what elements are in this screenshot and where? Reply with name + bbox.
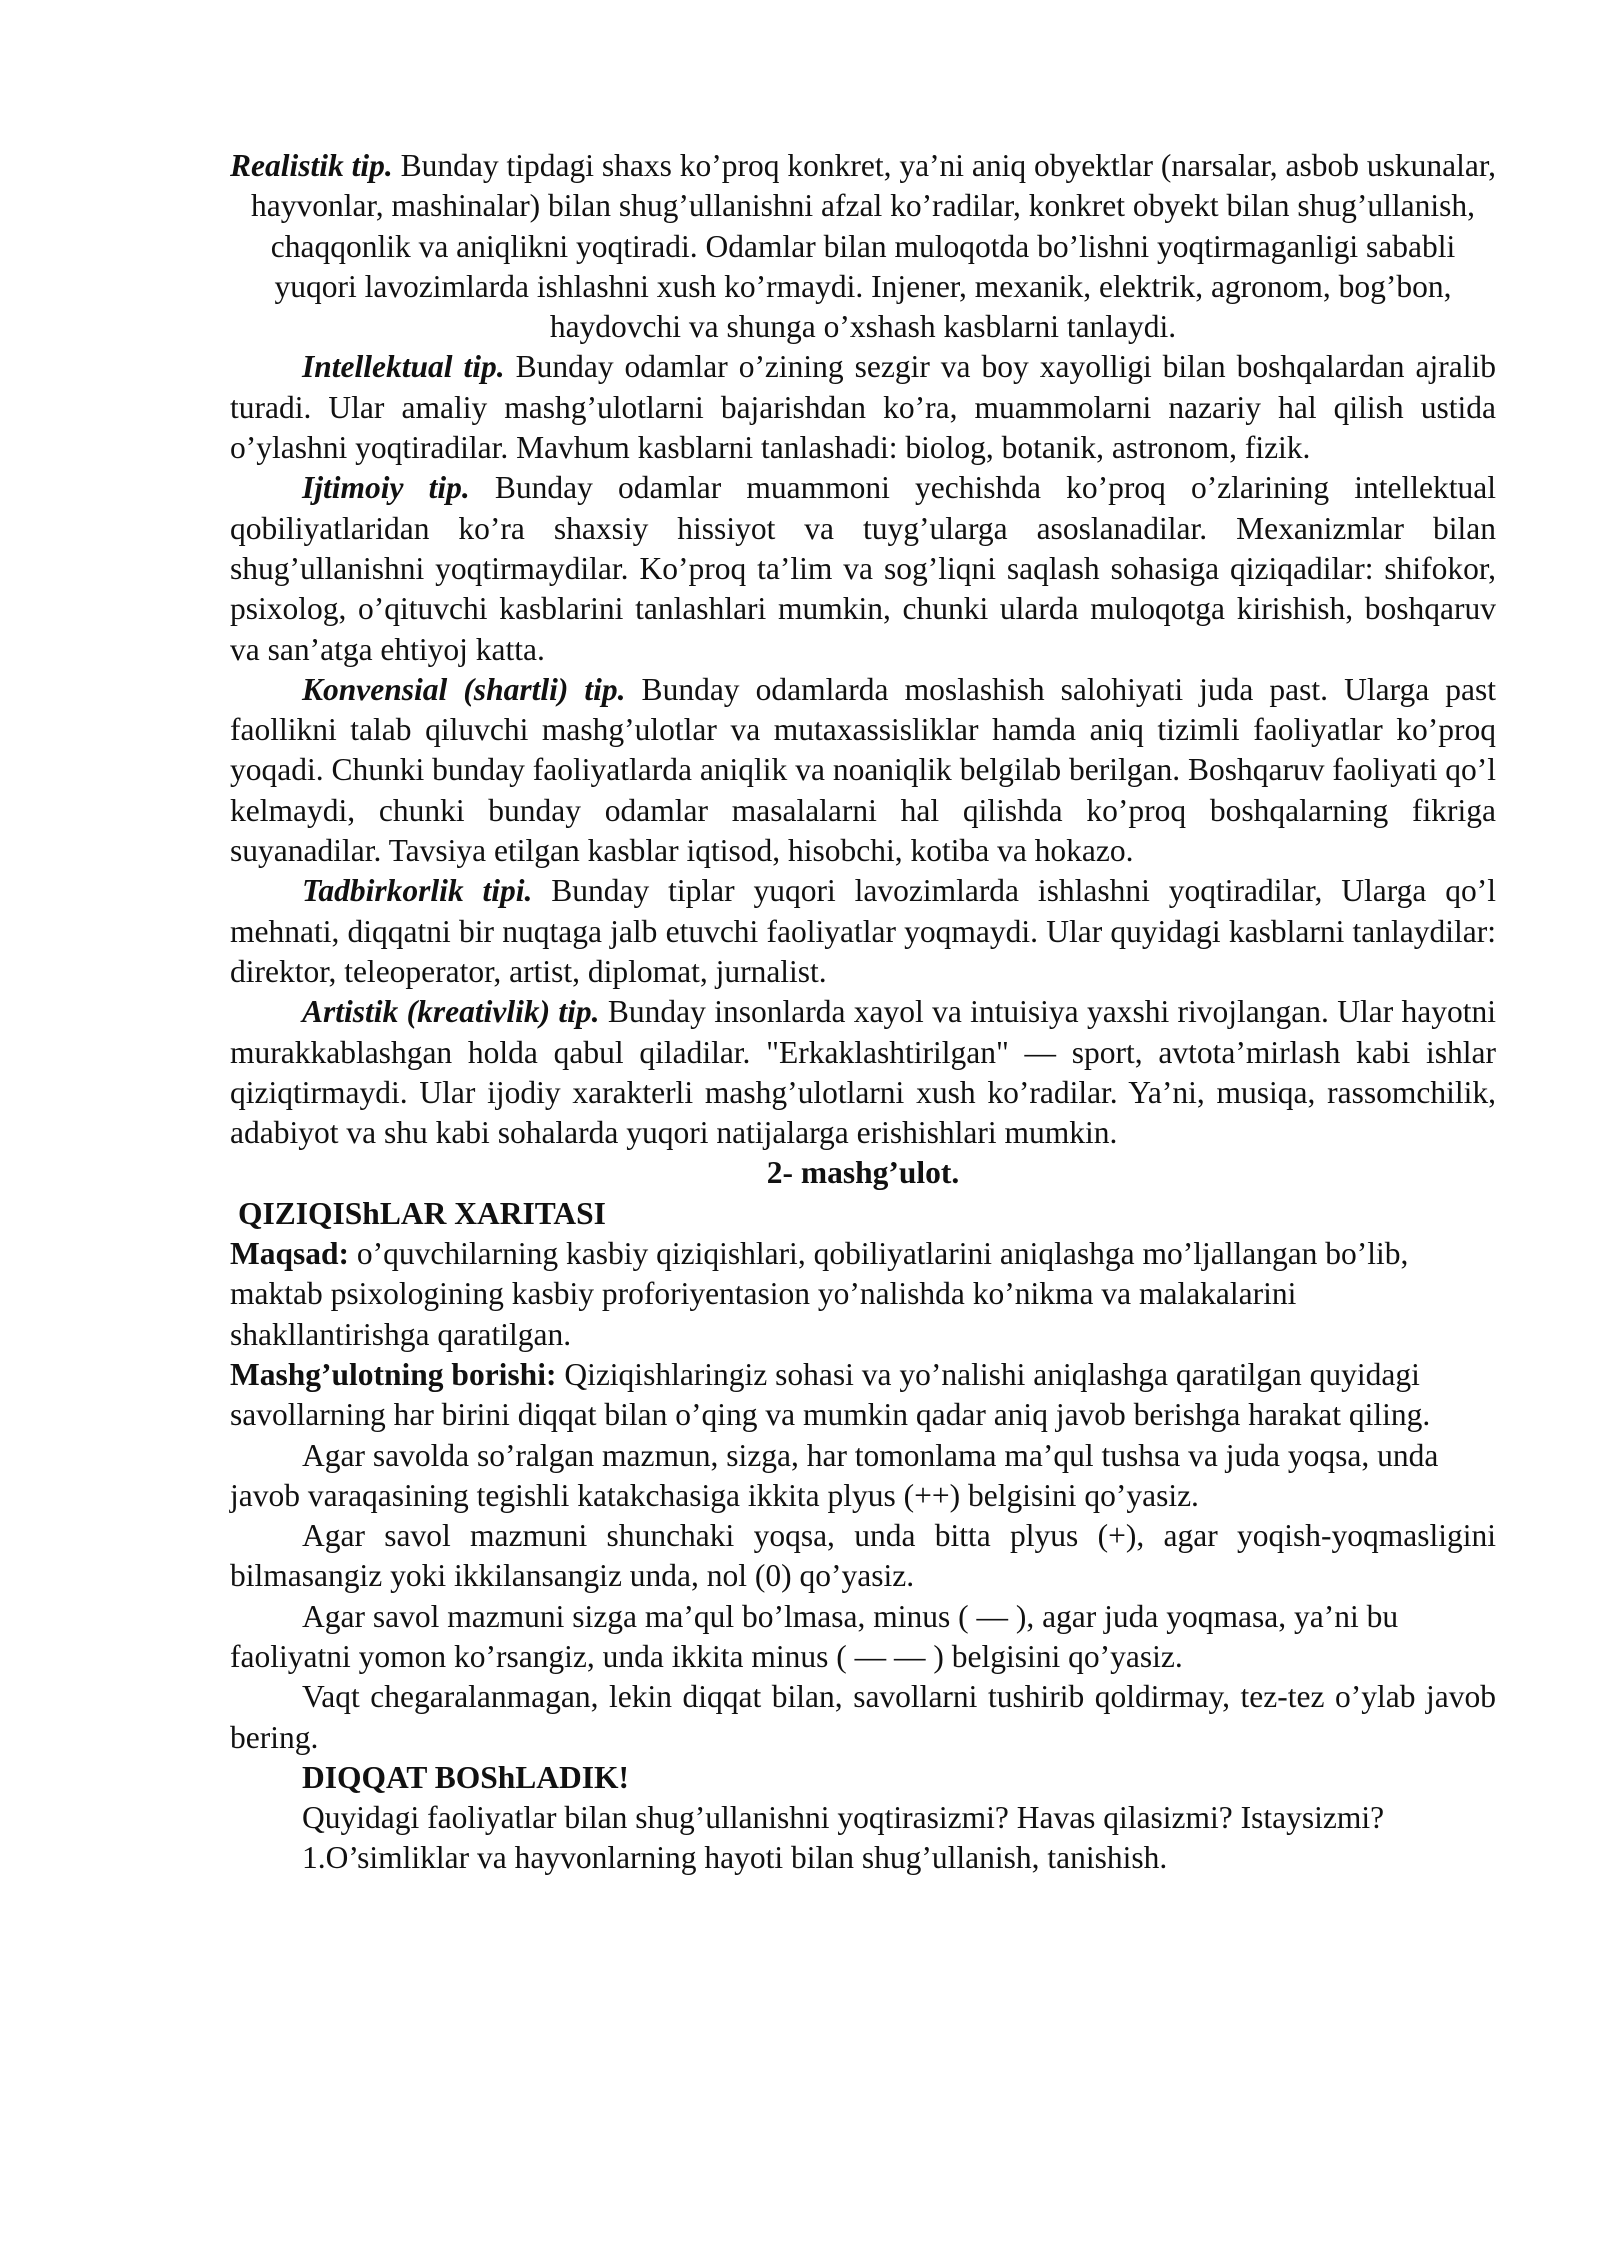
paragraph-realistik <box>230 146 1496 347</box>
paragraph-heading: Realistik tip. <box>230 148 393 183</box>
question-item: 1.O’simliklar va hayvonlarning hayoti bilan shug’ullanish, tanishish. <box>302 1840 1168 1876</box>
maqsad-text: o’quvchilarning kasbiy qiziqishlari, qobiliyatlarini aniqlashga mo’ljallangan bo’lib, maktab psixologining kasbiy proforiyentasion yo’nalishda ko’nikma va malakalarini shakllantirishga qaratilgan. <box>230 1236 1409 1352</box>
paragraph-artistik <box>230 992 1496 1153</box>
borishi-label: Mashg’ulotning borishi: <box>230 1356 557 1392</box>
paragraph-tadbirkorlik <box>230 871 1496 992</box>
section-number: 2- mashg’ulot. <box>766 1155 960 1191</box>
paragraph-text: Bunday odamlarda moslashish salohiyati juda past. Ularga past faollikni talab qiluvchi mashg’ulotlar va mutaxassisliklar hamda aniq tizimli faoliyatlar ko’proq yoqadi. Chunki bunday faoliyatlarda aniqlik va noaniqlik belgilab berilgan. Boshqaruv faoliyati qo’l kelmaydi, chunki bunday odamlar masalalarni hal qilishda ko’proq boshqalarning fikriga suyanadilar. Tavsiya etilgan kasblar iqtisod, hisobchi, kotiba va hokazo. <box>230 671 1496 869</box>
paragraph-ijtimoiy <box>230 468 1496 669</box>
instruction-paragraph: Agar savol mazmuni shunchaki yoqsa, unda bitta plyus (+), agar yoqish-yoqmasligini bilmasangiz yoki ikkilansangiz unda, nol (0) qo’yasiz. <box>230 1518 1496 1594</box>
paragraph-heading: Ijtimoiy tip. <box>302 470 470 506</box>
question-intro: Quyidagi faoliyatlar bilan shug’ullanishni yoqtirasizmi? Havas qilasizmi? Istaysizmi? <box>302 1800 1385 1836</box>
paragraph-text: Bunday tiplar yuqori lavozimlarda ishlashni yoqtiradilar, Ularga qo’l mehnati, diqqatni bir nuqtaga jalb etuvchi faoliyatlar yoqmaydi. Ular quyidagi kasblarni tanlaydilar: direktor, teleoperator, artist, diplomat, jurnalist. <box>230 873 1496 989</box>
paragraph-heading: Intellektual tip. <box>302 349 505 385</box>
borishi-text: Qiziqishlaringiz sohasi va yo’nalishi aniqlashga qaratilgan quyidagi savollarning har birini diqqat bilan o’qing va mumkin qadar aniq javob berishga harakat qiling. <box>230 1356 1431 1433</box>
paragraph-konvensial <box>230 670 1496 871</box>
paragraph-text: Bunday tipdagi shaxs ko’proq konkret, ya’ni aniq obyektlar (narsalar, asbob uskunalar, hayvonlar, mashinalar) bilan shug’ullanishni afzal ko’radilar, konkret obyekt bilan shug’ullanish, chaqqonlik va aniqlikni yoqtiradi. Odamlar bilan muloqotda bo’lishni yoqtirmaganligi sababli yuqori lavozimlarda ishlashni xush ko’rmaydi. Injener, mexanik, elektrik, agronom, bog’bon, haydovchi va shunga o’xshash kasblarni tanlaydi. <box>251 148 1496 345</box>
instruction-paragraph: Vaqt chegaralanmagan, lekin diqqat bilan, savollarni tushirib qoldirmay, tez-tez o’ylab javob bering. <box>230 1679 1496 1755</box>
section-title: QIZIQIShLAR XARITASI <box>238 1195 606 1231</box>
paragraph-intellektual <box>230 347 1496 468</box>
maqsad-label: Maqsad: <box>230 1236 350 1272</box>
instruction-paragraph: Agar savolda so’ralgan mazmun, sizga, har tomonlama ma’qul tushsa va juda yoqsa, unda javob varaqasining tegishli katakchasiga ikkita plyus (++) belgisini qo’yasiz. <box>230 1437 1439 1513</box>
instruction-paragraph: Agar savol mazmuni sizga ma’qul bo’lmasa, minus ( — ), agar juda yoqmasa, ya’ni bu faoliyatni yomon ko’rsangiz, unda ikkita minus ( — — ) belgisini qo’yasiz. <box>230 1598 1399 1674</box>
diqqat-heading: DIQQAT BOShLADIK! <box>302 1759 630 1795</box>
paragraph-text: Bunday odamlar muammoni yechishda ko’proq o’zlarining intellektual qobiliyatlaridan ko’ra shaxsiy hissiyot va tuyg’ularga asoslanadilar. Mexanizmlar bilan shug’ullanishni yoqtirmaydilar. Ko’proq ta’lim va sog’liqni saqlash sohasiga qiziqadilar: shifokor, psixolog, o’qituvchi kasblarini tanlashlari mumkin, chunki ularda muloqotga kirishish, boshqaruv va san’atga ehtiyoj katta. <box>230 470 1496 667</box>
maqsad-paragraph <box>230 1234 1496 1355</box>
borishi-paragraph <box>230 1355 1496 1436</box>
paragraph-heading: Konvensial (shartli) tip. <box>302 671 626 707</box>
paragraph-heading: Artistik (kreativlik) tip. <box>302 994 600 1030</box>
paragraph-text: Bunday insonlarda xayol va intuisiya yaxshi rivojlangan. Ular hayotni murakkablashgan holda qabul qiladilar. "Erkaklashtirilgan" — sport, avtota’mirlash kabi ishlar qiziqtirmaydi. Ular ijodiy xarakterli mashg’ulotlarni xush ko’radilar. Ya’ni, musiqa, rassomchilik, adabiyot va shu kabi sohalarda yuqori natijalarga erishishlari mumkin. <box>230 994 1496 1151</box>
paragraph-text: Bunday odamlar o’zining sezgir va boy xayolligi bilan boshqalardan ajralib turadi. Ular amaliy mashg’ulotlarni bajarishdan ko’ra, muammolarni nazariy hal qilish ustida o’ylashni yoqtiradilar. Mavhum kasblarni tanlashadi: biolog, botanik, astronom, fizik. <box>230 349 1496 466</box>
paragraph-heading: Tadbirkorlik tipi. <box>302 873 533 909</box>
document-page <box>230 146 1496 1879</box>
